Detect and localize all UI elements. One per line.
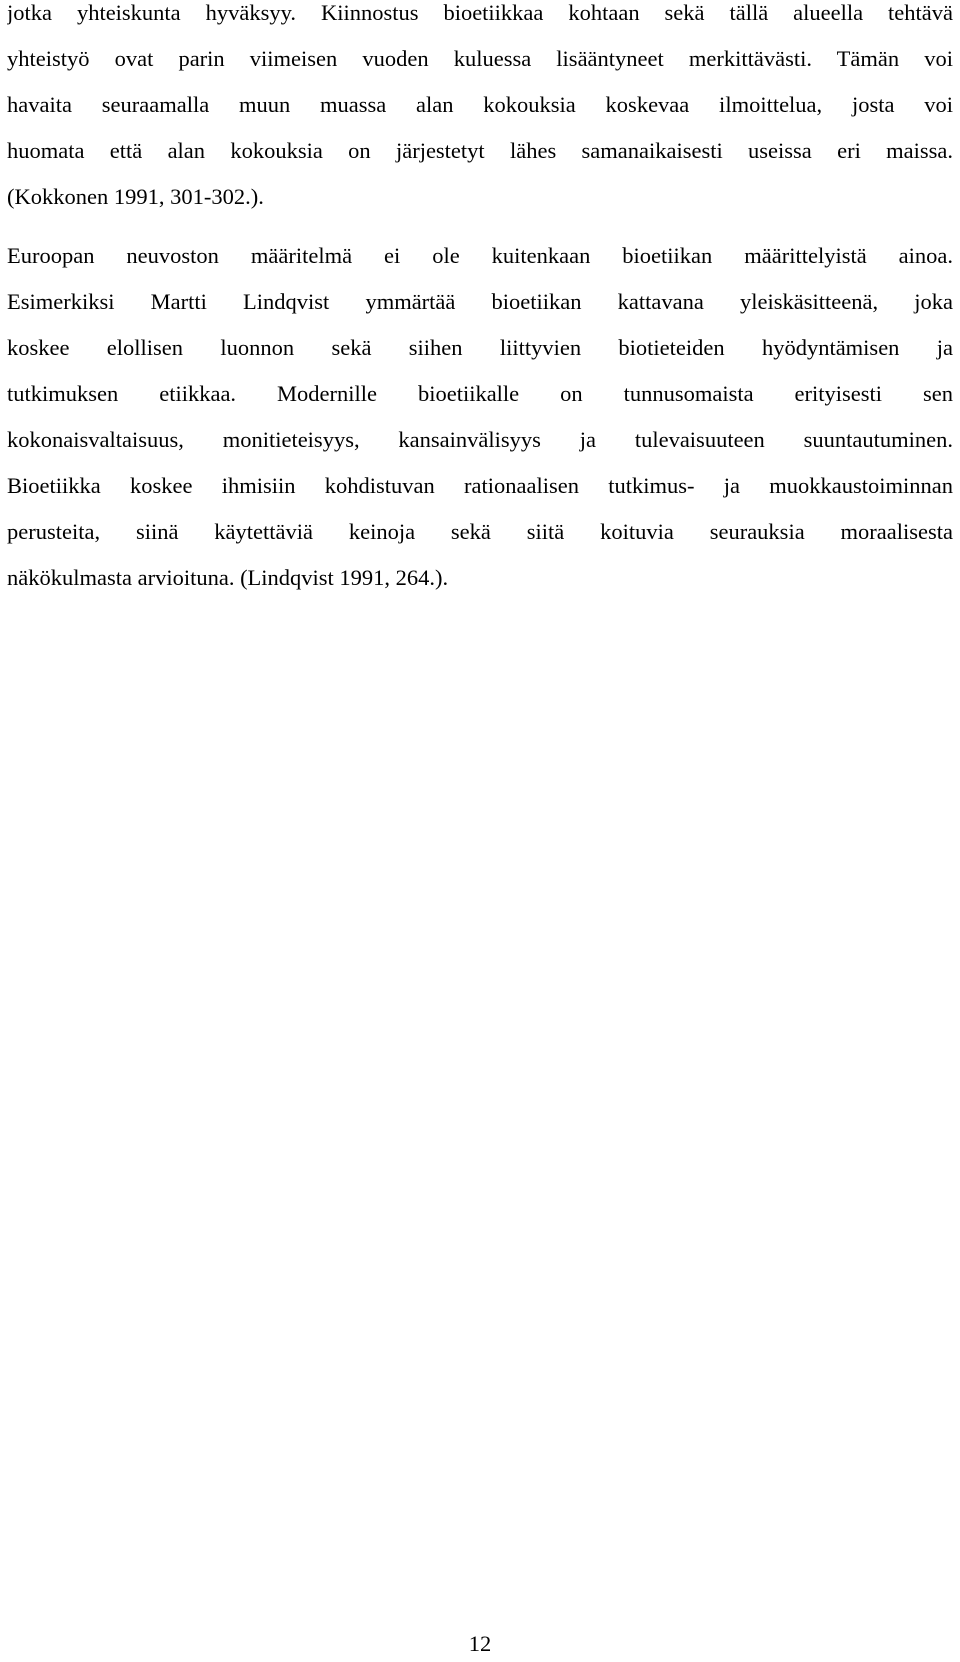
text-line: yhteistyö ovat parin viimeisen vuoden kuluessa lisääntyneet merkittävästi. Tämän voi bbox=[7, 46, 953, 71]
text-line: jotka yhteiskunta hyväksyy. Kiinnostus bioetiikkaa kohtaan sekä tällä alueella tehtävä bbox=[7, 0, 953, 25]
text-line: havaita seuraamalla muun muassa alan kokouksia koskevaa ilmoittelua, josta voi bbox=[7, 92, 953, 117]
text-line: näkökulmasta arvioituna. (Lindqvist 1991, 264.). bbox=[7, 565, 449, 590]
text-line: huomata että alan kokouksia on järjestetyt lähes samanaikaisesti useissa eri maissa. bbox=[7, 138, 953, 163]
text-line: Euroopan neuvoston määritelmä ei ole kuitenkaan bioetiikan määrittelyistä ainoa. bbox=[7, 243, 953, 268]
text-line: Esimerkiksi Martti Lindqvist ymmärtää bioetiikan kattavana yleiskäsitteenä, joka bbox=[7, 289, 953, 314]
paragraph-1 bbox=[7, 0, 953, 220]
paragraph-2 bbox=[7, 233, 953, 601]
text-line: kokonaisvaltaisuus, monitieteisyys, kansainvälisyys ja tulevaisuuteen suuntautuminen. bbox=[7, 427, 953, 452]
page-number: 12 bbox=[468, 1631, 492, 1656]
text-line: Bioetiikka koskee ihmisiin kohdistuvan rationaalisen tutkimus- ja muokkaustoiminnan bbox=[7, 473, 953, 498]
text-line: koskee elollisen luonnon sekä siihen liittyvien biotieteiden hyödyntämisen ja bbox=[7, 335, 953, 360]
text-line: perusteita, siinä käytettäviä keinoja sekä siitä koituvia seurauksia moraalisesta bbox=[7, 519, 953, 544]
text-line: tutkimuksen etiikkaa. Modernille bioetiikalle on tunnusomaista erityisesti sen bbox=[7, 381, 953, 406]
text-line: (Kokkonen 1991, 301-302.). bbox=[7, 184, 264, 209]
